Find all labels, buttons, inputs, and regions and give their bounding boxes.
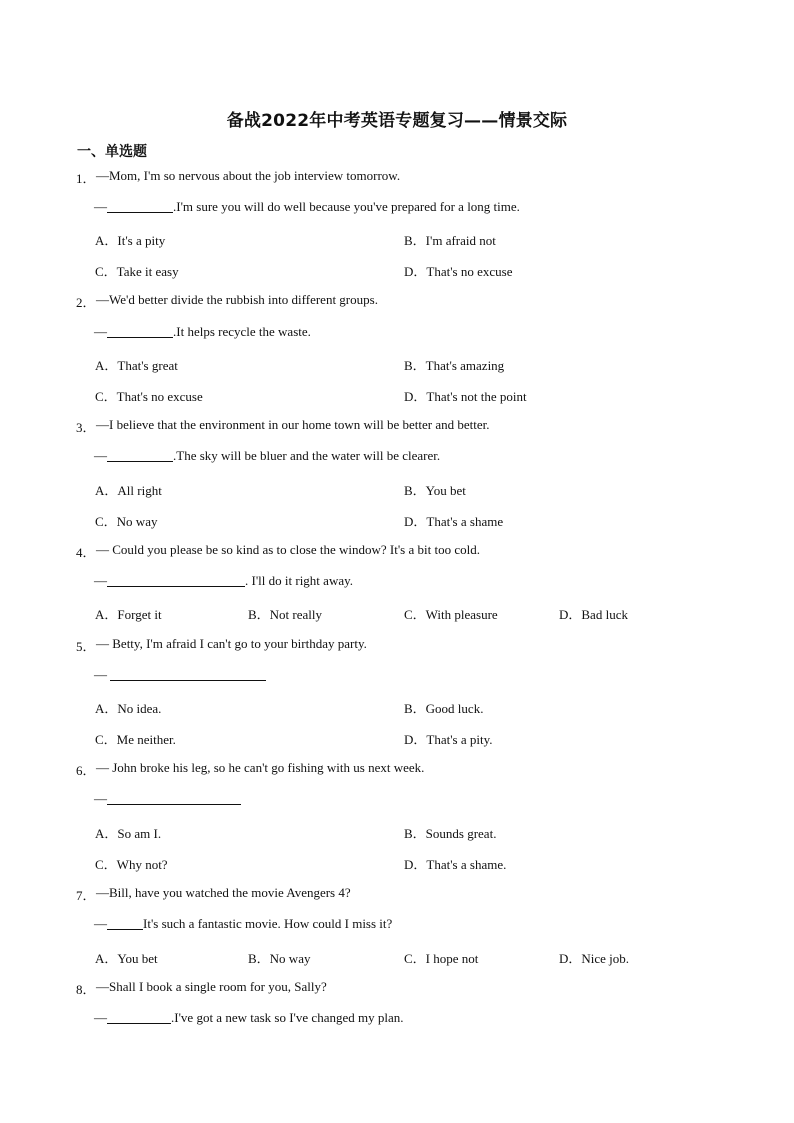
answer-blank[interactable]	[107, 1010, 171, 1024]
option-a[interactable]: A．All right	[95, 483, 162, 498]
question-number: 6．	[76, 763, 96, 778]
question-stem: —We'd better divide the rubbish into different groups.	[96, 292, 378, 307]
option-d[interactable]: D．That's a shame.	[404, 857, 507, 872]
question-number: 4．	[76, 545, 96, 560]
option-a[interactable]: A．It's a pity	[95, 233, 166, 248]
reply-line: — .I'm sure you will do well because you've prepared for a long time.	[94, 199, 520, 214]
reply-line: — . I'll do it right away.	[94, 573, 354, 588]
question-stem: —I believe that the environment in our home town will be better and better.	[96, 417, 490, 432]
option-b[interactable]: B．I'm afraid not	[404, 233, 496, 248]
option-c[interactable]: C．Why not?	[95, 857, 168, 872]
option-b[interactable]: B．That's amazing	[404, 358, 505, 373]
option-a[interactable]: A．That's great	[95, 358, 178, 373]
question-stem: — Could you please be so kind as to close the window? It's a bit too cold.	[96, 542, 480, 557]
option-d[interactable]: D．Bad luck	[559, 607, 628, 622]
option-c[interactable]: C．I hope not	[404, 951, 479, 966]
option-d[interactable]: D．Nice job.	[559, 951, 630, 966]
reply-line: —	[94, 667, 266, 683]
answer-blank[interactable]	[107, 791, 241, 805]
answer-blank[interactable]	[107, 199, 173, 213]
option-b[interactable]: B．Good luck.	[404, 701, 484, 716]
question-stem: — John broke his leg, so he can't go fishing with us next week.	[96, 760, 425, 775]
question-stem: —Bill, have you watched the movie Avengers 4?	[96, 885, 351, 900]
reply-line: — .It helps recycle the waste.	[94, 324, 311, 339]
option-b[interactable]: B．Not really	[248, 607, 323, 622]
answer-blank[interactable]	[107, 448, 173, 462]
question-number: 3．	[76, 420, 96, 435]
option-b[interactable]: B．No way	[248, 951, 311, 966]
option-b[interactable]: B．You bet	[404, 483, 466, 498]
question-number: 1．	[76, 171, 96, 186]
option-c[interactable]: C．That's no excuse	[95, 389, 203, 404]
reply-line: —	[94, 791, 241, 807]
option-c[interactable]: C．Me neither.	[95, 732, 176, 747]
option-a[interactable]: A．No idea.	[95, 701, 162, 716]
option-c[interactable]: C．Take it easy	[95, 264, 179, 279]
question-number: 5．	[76, 639, 96, 654]
option-d[interactable]: D．That's not the point	[404, 389, 527, 404]
option-a[interactable]: A．Forget it	[95, 607, 162, 622]
question-stem: —Mom, I'm so nervous about the job interview tomorrow.	[96, 168, 401, 183]
option-c[interactable]: C．With pleasure	[404, 607, 498, 622]
option-a[interactable]: A．So am I.	[95, 826, 162, 841]
question-number: 8．	[76, 982, 96, 997]
option-a[interactable]: A．You bet	[95, 951, 158, 966]
option-d[interactable]: D．That's no excuse	[404, 264, 513, 279]
option-d[interactable]: D．That's a shame	[404, 514, 504, 529]
page-title: 备战2022年中考英语专题复习——情景交际	[226, 111, 568, 131]
question-stem: —Shall I book a single room for you, Sally?	[96, 979, 327, 994]
question-number: 7．	[76, 888, 96, 903]
section-title: 一、单选题	[77, 144, 147, 160]
answer-blank[interactable]	[107, 916, 143, 930]
reply-line: — It's such a fantastic movie. How could I miss it?	[94, 916, 393, 931]
answer-blank[interactable]	[107, 573, 245, 587]
reply-line: — .The sky will be bluer and the water will be clearer.	[94, 448, 441, 463]
question-stem: — Betty, I'm afraid I can't go to your birthday party.	[96, 636, 367, 651]
answer-blank[interactable]	[107, 324, 173, 338]
reply-line: — .I've got a new task so I've changed my plan.	[94, 1010, 404, 1025]
option-c[interactable]: C．No way	[95, 514, 158, 529]
answer-blank[interactable]	[110, 667, 266, 681]
question-number: 2．	[76, 295, 96, 310]
option-d[interactable]: D．That's a pity.	[404, 732, 493, 747]
option-b[interactable]: B．Sounds great.	[404, 826, 497, 841]
